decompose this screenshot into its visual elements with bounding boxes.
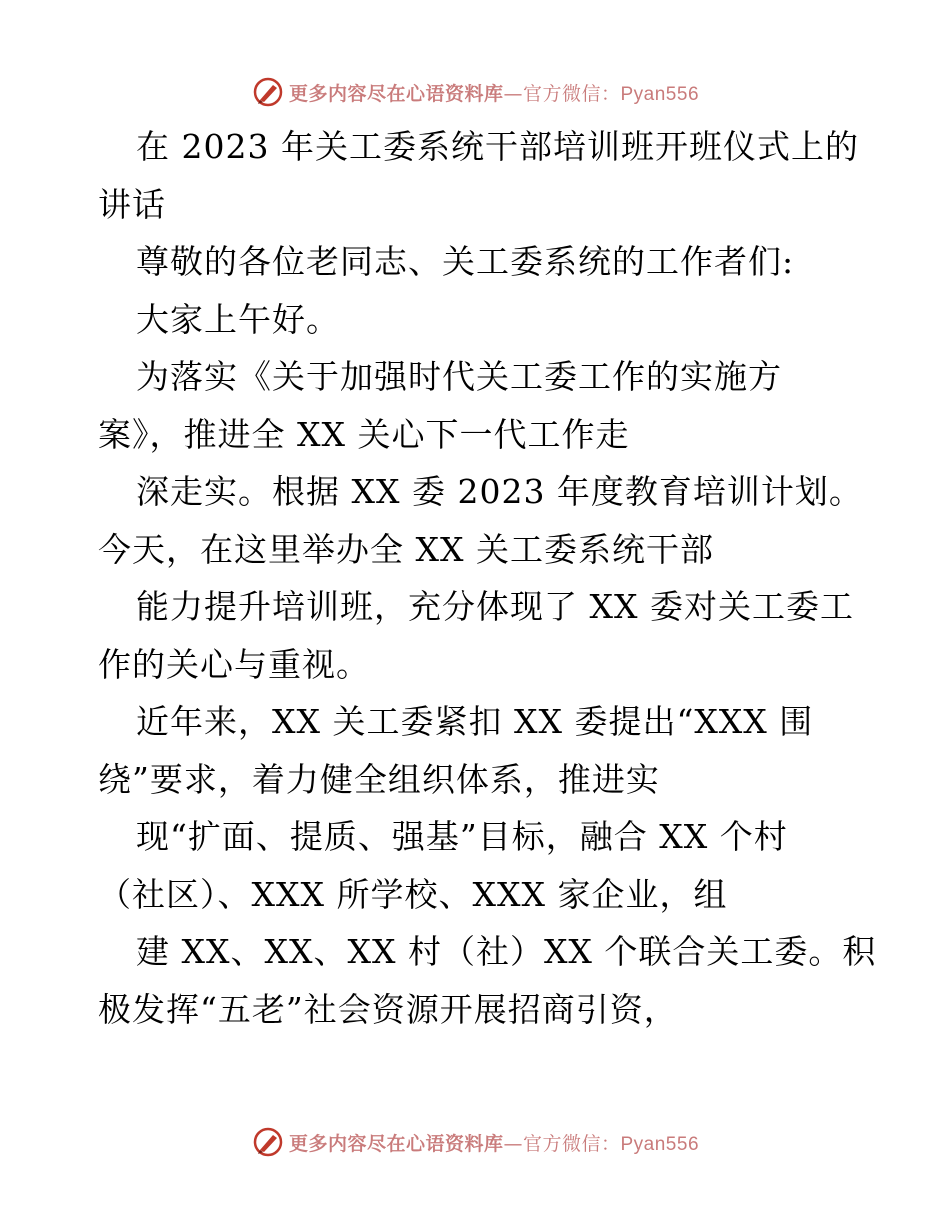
document-line: 建 XX、XX、XX 村（社）XX 个联合关工委。积 xyxy=(136,932,877,971)
document-body xyxy=(98,118,877,1038)
document-line: 尊敬的各位老同志、关工委系统的工作者们: xyxy=(136,242,795,281)
header-watermark xyxy=(0,72,950,112)
watermark-separator: — xyxy=(503,1132,523,1155)
watermark-brand: 更多内容尽在心语资料库 xyxy=(288,1132,504,1155)
document-line: 深走实。根据 XX 委 2023 年度教育培训计划。 xyxy=(136,472,863,511)
document-line: 极发挥“五老”社会资源开展招商引资， xyxy=(98,989,678,1029)
pen-logo-icon xyxy=(251,75,285,109)
document-line: 能力提升培训班，充分体现了 XX 委对关工委工 xyxy=(136,587,854,626)
pen-logo-icon xyxy=(251,1125,285,1159)
document-line: 今天，在这里举办全 XX 关工委系统干部 xyxy=(98,529,714,569)
watermark-label: 官方微信： xyxy=(522,1132,621,1155)
document-line: 近年来，XX 关工委紧扣 XX 委提出“XXX 围 xyxy=(136,702,814,741)
watermark-separator: — xyxy=(503,82,523,105)
document-line: （社区）、XXX 所学校、XXX 家企业，组 xyxy=(98,874,728,914)
document-line: 讲话 xyxy=(98,184,166,224)
document-line: 案》，推进全 XX 关心下一代工作走 xyxy=(98,414,630,454)
document-line: 大家上午好。 xyxy=(136,299,340,339)
watermark-label: 官方微信： xyxy=(522,82,621,105)
document-line: 在 2023 年关工委系统干部培训班开班仪式上的 xyxy=(136,127,859,166)
document-line: 绕”要求，着力健全组织体系，推进实 xyxy=(98,759,660,799)
watermark-id: Pyan556 xyxy=(620,1133,700,1155)
footer-watermark xyxy=(0,1122,950,1162)
document-line: 为落实《关于加强时代关工委工作的实施方 xyxy=(136,357,782,396)
document-line: 作的关心与重视。 xyxy=(98,644,370,684)
document-line: 现“扩面、提质、强基”目标，融合 XX 个村 xyxy=(136,817,788,856)
watermark-brand: 更多内容尽在心语资料库 xyxy=(288,82,504,105)
watermark-id: Pyan556 xyxy=(620,83,700,105)
